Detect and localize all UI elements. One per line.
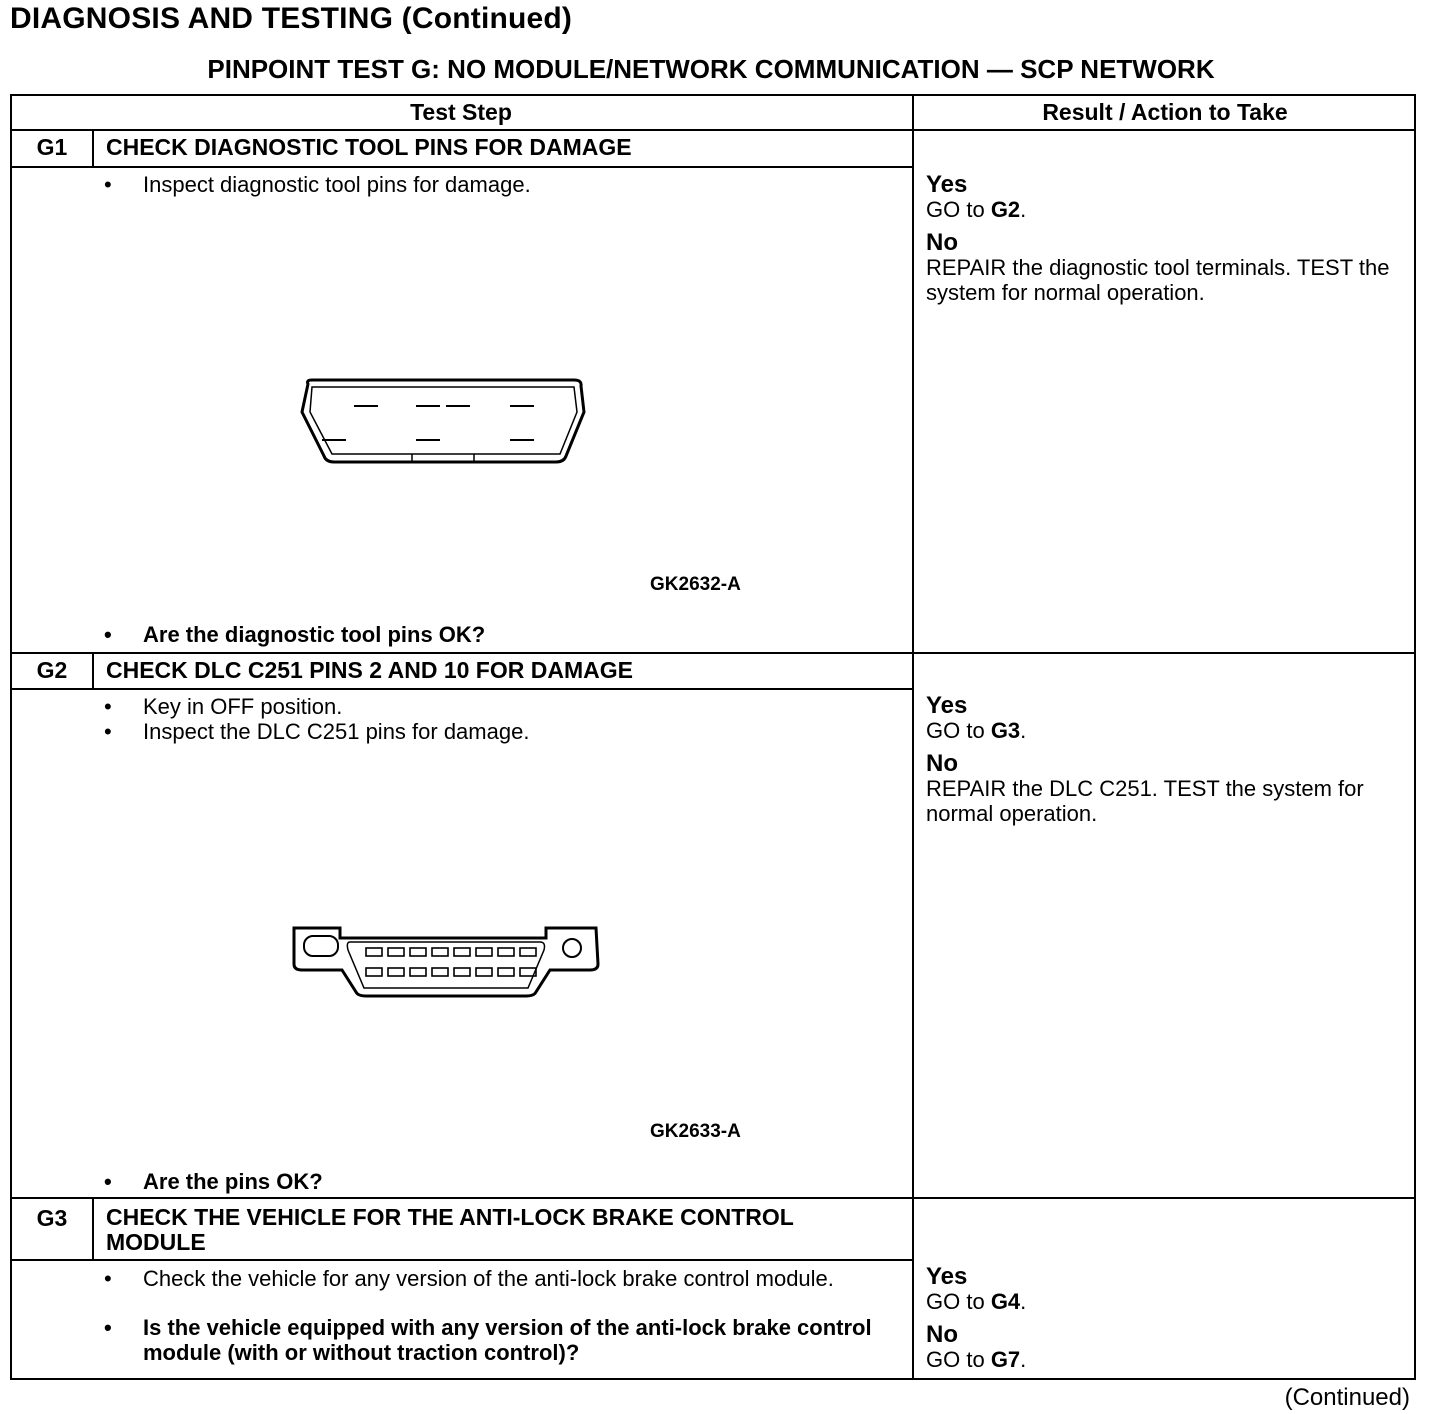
header-result-action: Result / Action to Take bbox=[1042, 99, 1288, 125]
pinpoint-test-title: PINPOINT TEST G: NO MODULE/NETWORK COMMUNICATION — SCP NETWORK bbox=[207, 54, 1215, 84]
bullet-icon: • bbox=[104, 719, 112, 744]
bullet-icon: • bbox=[104, 622, 112, 647]
result-yes-target: G4 bbox=[990, 1289, 1021, 1314]
diagnostic-tool-connector-icon bbox=[298, 378, 590, 466]
bullet-text: Inspect the DLC C251 pins for damage. bbox=[143, 719, 530, 744]
result-yes-label: Yes bbox=[926, 1263, 968, 1290]
result-yes-action: GO to G4. bbox=[926, 1289, 1027, 1314]
result-no-label: No bbox=[926, 750, 958, 777]
result-no-action: REPAIR the DLC C251. TEST the system for normal operation. bbox=[926, 776, 1364, 826]
continued-footer: (Continued) bbox=[1284, 1384, 1410, 1411]
figure-label-g2: GK2633-A bbox=[650, 1121, 741, 1142]
result-yes-target: G3 bbox=[990, 718, 1021, 743]
result-yes-target: G2 bbox=[990, 197, 1021, 222]
result-yes-action: GO to G2. bbox=[926, 197, 1027, 222]
result-no-action: GO to G7. bbox=[926, 1347, 1027, 1372]
result-g1 bbox=[926, 172, 1406, 305]
result-g2 bbox=[926, 693, 1406, 826]
step-title-rule bbox=[10, 688, 913, 690]
figure-label-g1: GK2632-A bbox=[650, 574, 741, 595]
bullet-text: Key in OFF position. bbox=[143, 694, 343, 719]
step-id-divider bbox=[92, 129, 94, 167]
step-title-rule bbox=[10, 1259, 913, 1261]
result-yes-action: GO to G3. bbox=[926, 718, 1027, 743]
step-title-rule bbox=[10, 166, 913, 168]
result-no-label: No bbox=[926, 1321, 958, 1348]
result-no-action: REPAIR the diagnostic tool terminals. TEST the system for normal operation. bbox=[926, 255, 1390, 305]
bullet-text: Inspect diagnostic tool pins for damage. bbox=[143, 172, 531, 197]
row-rule bbox=[10, 652, 1416, 654]
question-text: Are the pins OK? bbox=[143, 1169, 323, 1194]
result-no-label: No bbox=[926, 229, 958, 256]
question-text: Are the diagnostic tool pins OK? bbox=[143, 622, 486, 647]
bullet-icon: • bbox=[104, 694, 112, 719]
row-rule bbox=[10, 1197, 1416, 1199]
bullet-icon: • bbox=[104, 172, 112, 197]
result-no-target: G7 bbox=[990, 1347, 1021, 1372]
result-yes-label: Yes bbox=[926, 171, 968, 198]
step-id-g2: G2 bbox=[36, 657, 68, 683]
step-title-g3: CHECK THE VEHICLE FOR THE ANTI-LOCK BRAKE CONTROL MODULE bbox=[106, 1204, 794, 1255]
step-id-divider bbox=[92, 652, 94, 689]
bullet-icon: • bbox=[104, 1266, 112, 1291]
bullet-icon: • bbox=[104, 1169, 112, 1194]
header-test-step: Test Step bbox=[410, 99, 512, 125]
step-id-g3: G3 bbox=[36, 1205, 68, 1231]
step-title-g2: CHECK DLC C251 PINS 2 AND 10 FOR DAMAGE bbox=[106, 657, 633, 683]
step-id-divider bbox=[92, 1197, 94, 1260]
page-title: DIAGNOSIS AND TESTING (Continued) bbox=[10, 2, 573, 35]
result-g3 bbox=[926, 1264, 1406, 1372]
step-id-g1: G1 bbox=[36, 134, 68, 160]
column-divider bbox=[912, 94, 914, 1380]
dlc-connector-icon bbox=[290, 924, 602, 1000]
question-text: Is the vehicle equipped with any version of the anti-lock brake control module (with or without traction control)? bbox=[143, 1315, 872, 1365]
result-yes-label: Yes bbox=[926, 692, 968, 719]
bullet-icon: • bbox=[104, 1315, 112, 1340]
bullet-text: Check the vehicle for any version of the anti-lock brake control module. bbox=[143, 1266, 834, 1291]
step-title-g1: CHECK DIAGNOSTIC TOOL PINS FOR DAMAGE bbox=[106, 134, 632, 160]
